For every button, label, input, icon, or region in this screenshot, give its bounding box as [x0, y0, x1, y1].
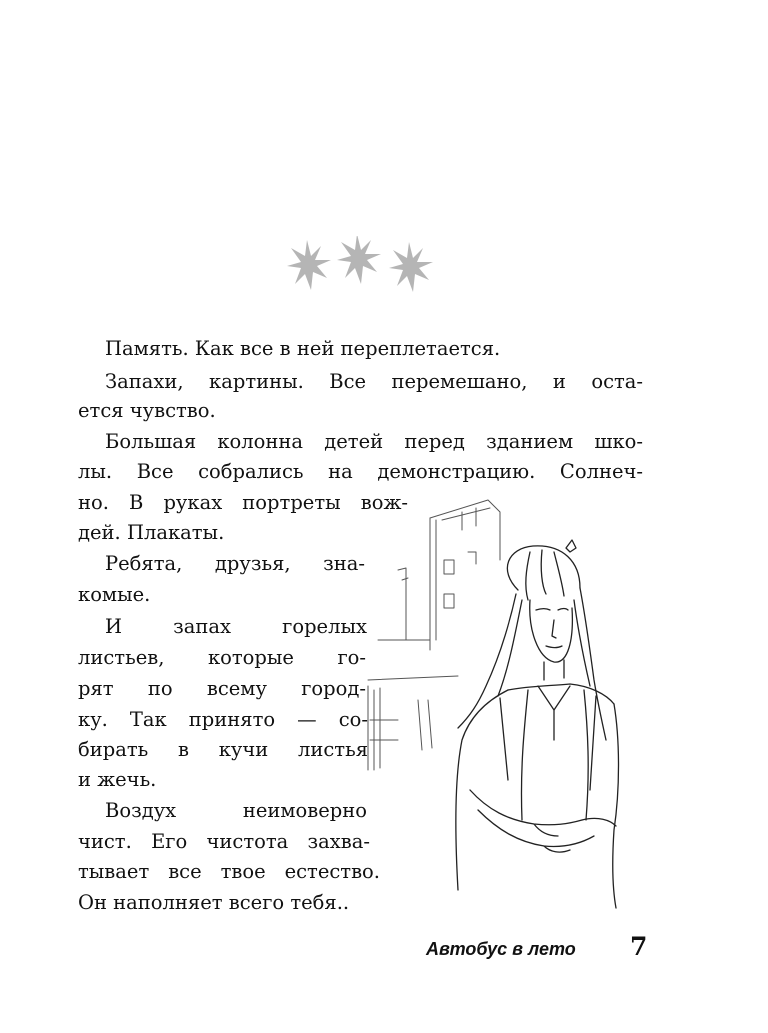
text-line: Большая колонна детей перед зданием шко-	[105, 430, 643, 453]
text-line: рят по всему город-	[78, 677, 366, 700]
text-line: И запах горелых	[105, 615, 367, 638]
text-line: Он наполняет всего тебя..	[78, 891, 350, 914]
text-line: тывает все твое естество.	[78, 860, 380, 883]
text-line: Запахи, картины. Все перемешано, и оста-	[105, 370, 643, 393]
page-number: 7	[630, 932, 648, 961]
text-line: и жечь.	[78, 768, 157, 791]
text-line: лы. Все собрались на демонстрацию. Солнеч-	[78, 460, 643, 483]
text-line: дей. Плакаты.	[78, 521, 225, 544]
text-line: но. В руках портреты вож-	[78, 491, 408, 514]
text-line: Ребята, друзья, зна-	[105, 552, 365, 575]
text-line: чист. Его чистота захва-	[78, 830, 370, 853]
tower-drawing	[368, 500, 500, 770]
text-line: Память. Как все в ней переплетается.	[105, 337, 501, 360]
face-drawing	[530, 600, 573, 662]
text-line: Воздух неимоверно	[105, 799, 367, 822]
text-line: ется чувство.	[78, 399, 216, 422]
text-line: комые.	[78, 583, 151, 606]
text-line: листьев, которые го-	[78, 646, 366, 669]
text-line: бирать в кучи листья	[78, 738, 368, 761]
girl-illustration	[358, 490, 630, 910]
text-line: ку. Так принято — со-	[78, 708, 368, 731]
running-footer-title: Автобус в лето	[426, 939, 576, 959]
